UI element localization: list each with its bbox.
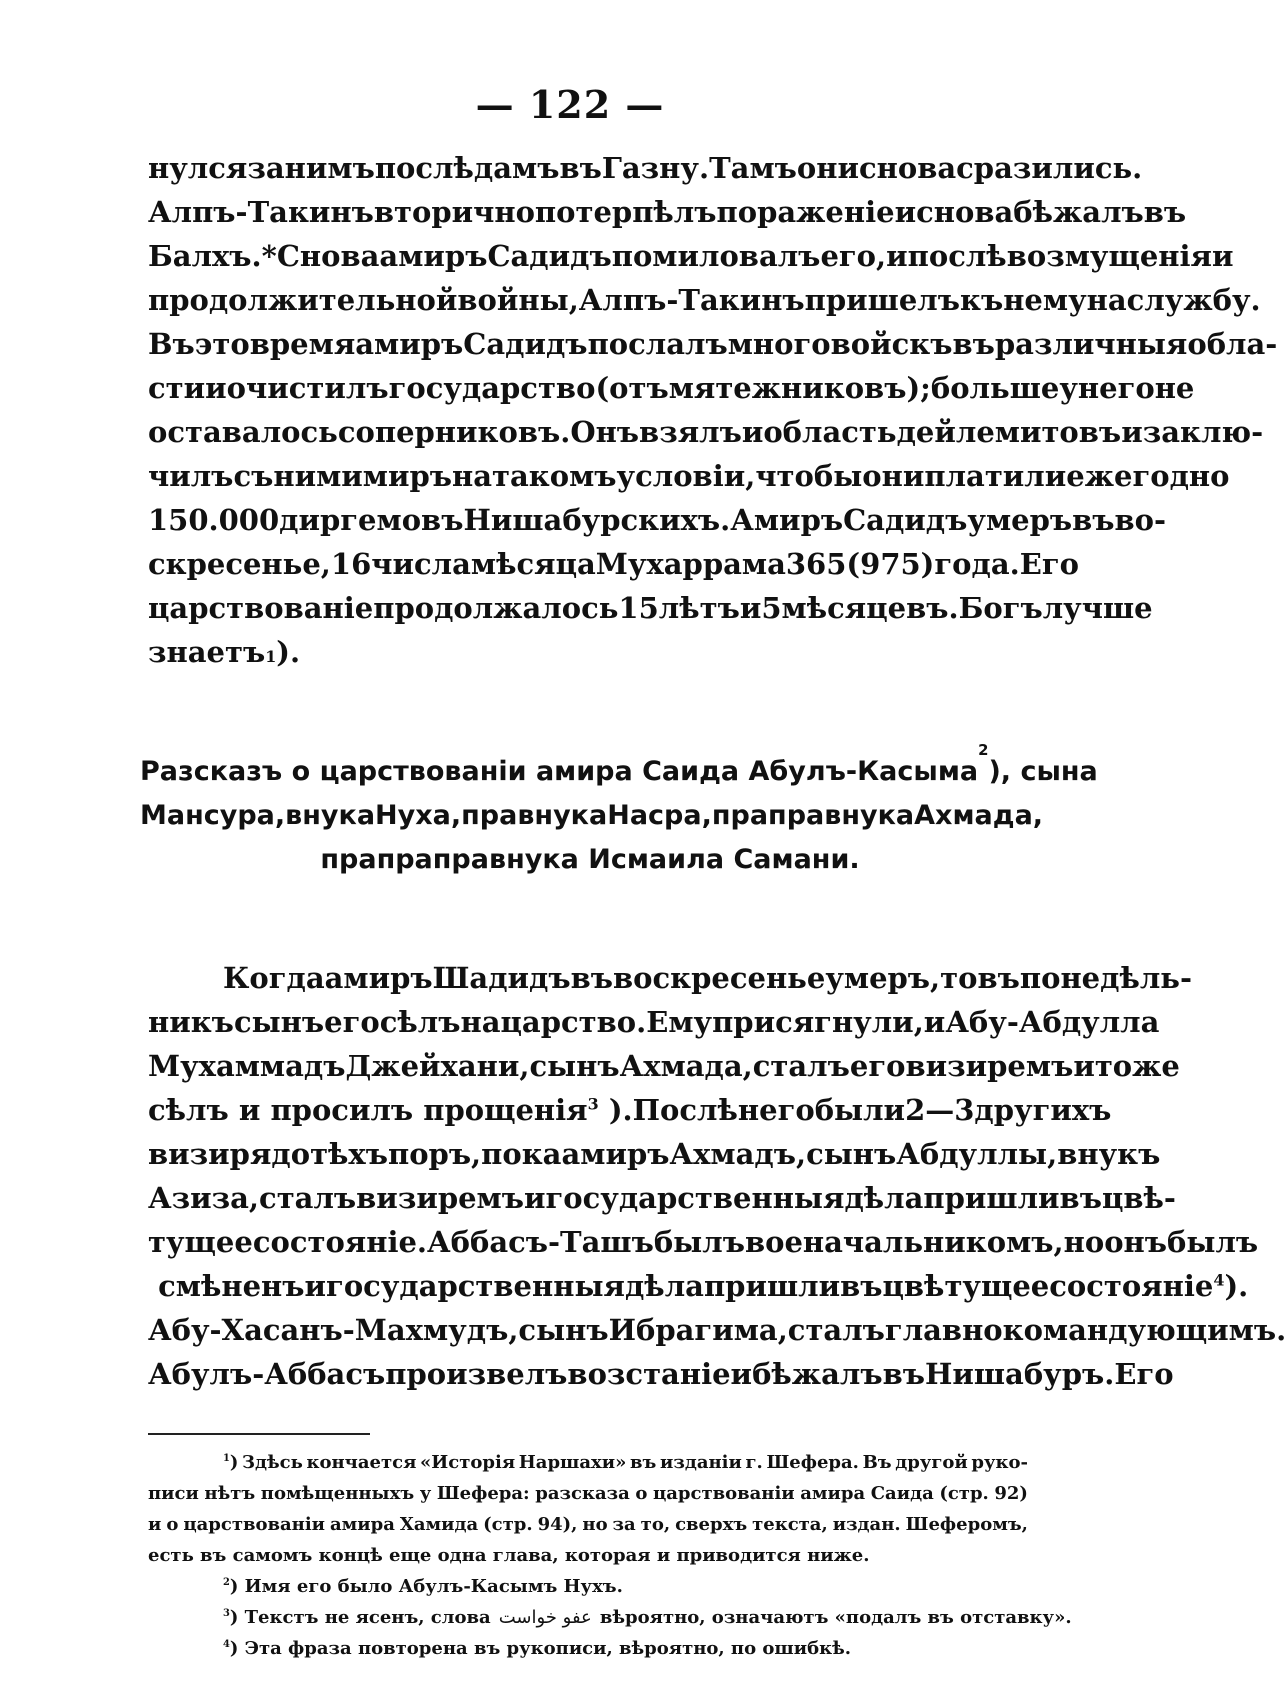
footnote-mark: 4: [223, 1639, 230, 1650]
word: государственныя: [326, 1269, 625, 1303]
word: воскресенье: [613, 961, 826, 995]
footnote-text: есть въ самомъ концѣ еще одна глава, которая и приводится ниже.: [148, 1545, 870, 1566]
heading-text: ), сына: [988, 756, 1098, 787]
word: амиръ: [379, 239, 488, 273]
word: визиремъ: [356, 1181, 524, 1215]
word: Нишабурскихъ.: [463, 503, 731, 537]
word: поръ,: [387, 1137, 482, 1171]
chapter-heading: [140, 741, 1098, 882]
word: Мансура,: [140, 800, 286, 831]
word: главнокомандующимъ.: [884, 1313, 1286, 1347]
word: Садидъ: [463, 327, 588, 361]
word: ): [229, 1452, 239, 1473]
word: Ахмада,: [914, 800, 1044, 831]
word: Снова: [276, 239, 380, 273]
word: умеръ,: [825, 961, 941, 995]
text-line: [148, 146, 1143, 190]
word: бѣжалъ: [1013, 195, 1144, 229]
word: много: [727, 327, 831, 361]
word: Садидъ: [843, 503, 968, 537]
word: и: [205, 371, 227, 405]
text-fragment: сѣлъ и просилъ прощенія: [148, 1093, 588, 1127]
word: область: [763, 415, 897, 449]
word: чтобы: [755, 459, 863, 493]
word: лѣтъ: [658, 591, 740, 625]
heading-text: прапраправнука Исмаила Самани.: [320, 844, 860, 875]
word: до: [271, 1137, 311, 1171]
word: амира: [800, 1483, 866, 1504]
text-line: [148, 586, 1153, 630]
word: за: [612, 1514, 636, 1535]
word: Алпъ-Такинъ: [148, 195, 374, 229]
footnote-2: [148, 1571, 1028, 1602]
word: пришли: [923, 1181, 1060, 1215]
word: продолжительной: [148, 283, 458, 317]
word: Амиръ: [730, 503, 844, 537]
word: сталъ: [787, 1313, 885, 1347]
word: 16: [330, 547, 372, 581]
word: визиремъ: [905, 1049, 1074, 1083]
word: и: [304, 1269, 327, 1303]
word: но: [582, 1514, 608, 1535]
word: Ему: [646, 1005, 713, 1039]
word: него: [737, 1093, 815, 1127]
word: Абу-Хасанъ-Махмудъ,: [148, 1313, 519, 1347]
word: 5: [761, 591, 782, 625]
text-line: [148, 234, 1234, 278]
word: Абу-Абдулла: [945, 1005, 1160, 1039]
word: Насра,: [607, 800, 712, 831]
word: съ: [233, 459, 274, 493]
word: больше: [930, 371, 1060, 405]
word: Хамида: [399, 1514, 479, 1535]
word: по: [374, 151, 416, 185]
word: 94),: [537, 1514, 578, 1535]
word: его,: [820, 239, 887, 273]
text-fragment: ).: [1224, 1269, 1249, 1303]
word: и: [894, 195, 917, 229]
word: тущее: [148, 1225, 253, 1259]
word: Шефера.: [766, 1452, 859, 1473]
word: снова: [916, 195, 1014, 229]
word: время: [249, 327, 356, 361]
footnote-body: [230, 1447, 1028, 1478]
text-line: [148, 498, 1167, 542]
word: Ибрагима,: [608, 1313, 788, 1347]
word: войскъ: [830, 327, 953, 361]
word: состояніе: [1049, 1269, 1214, 1303]
word: въ: [840, 1269, 883, 1303]
heading-line: [140, 741, 1098, 794]
word: года.: [934, 547, 1020, 581]
footnote-text: [223, 1571, 623, 1602]
word: на: [1086, 283, 1127, 317]
word: сынъ: [529, 1049, 620, 1083]
footnote-4: [148, 1633, 1028, 1664]
word: послѣ: [907, 239, 1007, 273]
word: въ: [952, 327, 995, 361]
word: Азиза,: [148, 1181, 260, 1215]
word: и: [886, 239, 908, 273]
word: амиръ: [324, 961, 433, 995]
word: Шеферомъ,: [905, 1514, 1028, 1535]
word: Алпъ-Такинъ: [578, 283, 805, 317]
word: былъ: [1167, 1225, 1259, 1259]
word: пораженіе: [716, 195, 895, 229]
word: оставалось: [148, 415, 338, 449]
word: царствованіи: [183, 1514, 326, 1535]
word: Послѣ: [632, 1093, 738, 1127]
word: заклю-: [1142, 415, 1264, 449]
word: Нуха,: [375, 800, 462, 831]
word: у: [419, 1483, 432, 1504]
text-line: [148, 190, 1187, 234]
word: къ: [960, 283, 1004, 317]
text-line: знаетъ 1 ).: [148, 630, 1028, 674]
text-line: [148, 1264, 1249, 1308]
word: вторично: [373, 195, 535, 229]
word: въ: [977, 961, 1020, 995]
footnote-body: ) Имя его было Абулъ-Касымъ Нухъ.: [229, 1576, 623, 1597]
word: 15: [618, 591, 659, 625]
word: они: [862, 459, 925, 493]
word: г.: [745, 1452, 763, 1473]
word: руко-: [971, 1452, 1028, 1473]
word: дѣла: [844, 1181, 924, 1215]
text-line: [148, 278, 1261, 322]
footnote-line: [148, 1540, 1028, 1571]
word: помиловалъ: [611, 239, 821, 273]
text-line: [148, 1176, 1176, 1220]
word: Шефера:: [436, 1483, 530, 1504]
footnote-text: [223, 1633, 851, 1664]
word: цвѣ-: [1101, 1181, 1176, 1215]
word: царство.: [500, 1005, 647, 1039]
word: праправнука: [711, 800, 915, 831]
footnote-1: [148, 1447, 1028, 1478]
word: о: [635, 1483, 648, 1504]
word: въ: [570, 961, 614, 995]
word: Нишабуръ.: [924, 1357, 1115, 1391]
word: послалъ: [587, 327, 728, 361]
word: соперниковъ.: [337, 415, 571, 449]
word: лучше: [1042, 591, 1153, 625]
word: нѣтъ: [204, 1483, 256, 1504]
text-fragment: [158, 1264, 1213, 1308]
text-line: [148, 956, 1193, 1000]
word: Богъ: [958, 591, 1043, 625]
text-fragment: [1213, 1264, 1248, 1308]
word: амиръ: [561, 1137, 670, 1171]
text-fragment: [148, 1088, 599, 1132]
word: текста,: [752, 1514, 828, 1535]
word: и: [1073, 1049, 1095, 1083]
word: въ: [1072, 503, 1115, 537]
word: нулся: [148, 151, 248, 185]
word: и: [730, 1357, 753, 1391]
word: писи: [148, 1483, 199, 1504]
word: умеръ: [967, 503, 1073, 537]
word: и: [739, 591, 762, 625]
word: войны,: [457, 283, 579, 317]
word: въ: [882, 1357, 925, 1391]
word: бѣжалъ: [752, 1357, 883, 1391]
text-line: [148, 542, 1079, 586]
word: Онъ: [570, 415, 640, 449]
word: внукъ: [1057, 1137, 1161, 1171]
paragraph-2: [148, 956, 1286, 1396]
word: визиря: [148, 1137, 272, 1171]
word: снова: [858, 151, 957, 185]
text-line: [148, 322, 1278, 366]
footnote-line: [148, 1509, 1028, 1540]
word: потерпѣлъ: [534, 195, 717, 229]
word: онъ: [1104, 1225, 1168, 1259]
paragraph-1: [148, 146, 1278, 674]
word: Тамъ: [709, 151, 797, 185]
text-line: [148, 1352, 1174, 1396]
word: царствованіе: [148, 591, 374, 625]
text-line: [148, 1044, 1180, 1088]
word: помѣщенныхъ: [260, 1483, 415, 1504]
word: состояніе.: [252, 1225, 428, 1259]
word: сразились.: [956, 151, 1143, 185]
word: продолжалось: [373, 591, 619, 625]
footnote-ref-3: 3: [587, 1094, 599, 1114]
word: Въ: [862, 1452, 892, 1473]
text-fragment: [609, 1088, 1112, 1132]
text-line: [148, 1220, 1259, 1264]
word: были: [814, 1093, 906, 1127]
word: кончается: [306, 1452, 417, 1473]
word: но: [1063, 1225, 1105, 1259]
word: ними: [273, 459, 363, 493]
word: слѣдамъ: [415, 151, 560, 185]
word: скресенье,: [148, 547, 331, 581]
word: не: [1154, 371, 1195, 405]
word: изданіи: [660, 1452, 742, 1473]
word: въ: [1059, 1181, 1102, 1215]
footnote-mark: 1: [223, 1453, 230, 1464]
word: мѣсяцевъ.: [781, 591, 959, 625]
word: сти: [148, 371, 206, 405]
word: присягнули,: [712, 1005, 924, 1039]
word: Здѣсь: [242, 1452, 303, 1473]
word: Въ: [148, 327, 195, 361]
word: у: [1059, 371, 1078, 405]
word: 92): [994, 1483, 1028, 1504]
word: сынъ: [233, 1005, 325, 1039]
word: во-: [1114, 503, 1167, 537]
heading-line: [140, 794, 1044, 838]
word: понедѣль-: [1019, 961, 1193, 995]
arabic-phrase: عفو خواست: [498, 1607, 592, 1628]
word: сталъ: [752, 1049, 850, 1083]
word: (стр.: [939, 1483, 989, 1504]
word: и: [1121, 415, 1143, 449]
word: военачальникомъ,: [744, 1225, 1064, 1259]
text-line: [148, 1000, 1160, 1044]
footnote-line: [148, 1478, 1028, 1509]
word: службу.: [1126, 283, 1261, 317]
word: Мухаррама: [595, 547, 786, 581]
word: Его: [1019, 547, 1079, 581]
footnote-text: [223, 1447, 1028, 1478]
word: числа: [371, 547, 471, 581]
word: Наршахи»: [518, 1452, 627, 1473]
word: то,: [640, 1514, 671, 1535]
word: нимъ: [284, 151, 375, 185]
word: его: [324, 1005, 380, 1039]
footnote-mark: 2: [223, 1577, 230, 1588]
word: возстаніе: [567, 1357, 731, 1391]
word: (стр.: [483, 1514, 533, 1535]
word: Аббасъ-Ташъ: [427, 1225, 654, 1259]
word: государственныя: [545, 1181, 845, 1215]
word: пришли: [703, 1269, 841, 1303]
footnote-body: ) Текстъ не ясенъ, слова: [229, 1607, 491, 1628]
word: платили: [924, 459, 1067, 493]
word: и: [741, 415, 764, 449]
word: то: [940, 961, 978, 995]
word: миръ: [362, 459, 453, 493]
footnote-text: [223, 1602, 491, 1633]
word: дейлемитовъ: [896, 415, 1122, 449]
word: сынъ: [518, 1313, 609, 1347]
word: Балхъ.*: [148, 239, 277, 273]
word: сталъ: [259, 1181, 357, 1215]
word: и: [1211, 239, 1234, 273]
word: амиръ: [355, 327, 464, 361]
word: произвелъ: [385, 1357, 568, 1391]
word: сѣлъ: [379, 1005, 461, 1039]
word: возмущенія: [1006, 239, 1212, 273]
heading-line: [140, 838, 1040, 882]
word: внука: [285, 800, 376, 831]
word: тоже: [1094, 1049, 1180, 1083]
word: мятежниковъ);: [668, 371, 931, 405]
word: его: [849, 1049, 906, 1083]
word: сынъ: [806, 1137, 897, 1171]
word: смѣненъ: [158, 1269, 305, 1303]
footnote-body: ) Эта фраза повторена въ рукописи, вѣроятно, по ошибкѣ.: [229, 1638, 852, 1659]
word: амира: [330, 1514, 395, 1535]
word: чилъ: [148, 459, 234, 493]
word: въ: [630, 1452, 657, 1473]
word: 2—3: [905, 1093, 975, 1127]
word: Абдуллы,: [896, 1137, 1058, 1171]
text-line: [148, 1308, 1286, 1352]
text-line: [148, 410, 1264, 454]
word: другой: [895, 1452, 968, 1473]
footnote-ref-2: 2: [978, 741, 989, 759]
footnote-body: вѣроятно, означаютъ «подалъ въ отставку».: [599, 1607, 1072, 1628]
text-fragment: ).: [276, 635, 301, 669]
footnote-ref-4: 4: [1213, 1270, 1225, 1290]
word: взялъ: [639, 415, 742, 449]
word: Когда: [223, 961, 325, 995]
word: они: [796, 151, 859, 185]
footnote-lead: [223, 1447, 230, 1478]
word: очистилъ: [226, 371, 389, 405]
heading-text: Разсказъ о царствованіи амира Саида Абулъ-Касыма: [140, 756, 979, 787]
word: правнука: [461, 800, 608, 831]
word: Абулъ-Аббасъ: [148, 1357, 386, 1391]
word: «Исторія: [420, 1452, 516, 1473]
text-line: [148, 454, 1230, 498]
word: Его: [1114, 1357, 1174, 1391]
word: Ахмадъ,: [669, 1137, 807, 1171]
footnote-3: [148, 1602, 1072, 1633]
text-line: [148, 1088, 1112, 1132]
word: былъ: [653, 1225, 745, 1259]
word: 150.000: [148, 503, 280, 537]
footnote-mark: 3: [223, 1608, 230, 1619]
word: условіи,: [616, 459, 756, 493]
word: и: [923, 1005, 946, 1039]
word: 365: [785, 547, 847, 581]
word: Джейхани,: [345, 1049, 530, 1083]
word: различныя: [994, 327, 1188, 361]
word: цвѣтущее: [882, 1269, 1050, 1303]
word: и: [524, 1181, 546, 1215]
word: это: [194, 327, 250, 361]
word: на: [452, 459, 493, 493]
word: нему: [1003, 283, 1087, 317]
word: диргемовъ: [279, 503, 464, 537]
word: такомъ: [492, 459, 617, 493]
footnotes: [148, 1447, 1072, 1664]
word: Мухаммадъ: [148, 1049, 346, 1083]
word: Ахмада,: [619, 1049, 753, 1083]
word: (отъ: [595, 371, 669, 405]
word: Газну.: [601, 151, 710, 185]
footnote-divider: [148, 1433, 370, 1435]
word: царствованіи: [652, 1483, 795, 1504]
text-fragment: знаетъ: [148, 635, 266, 669]
word: него: [1077, 371, 1155, 405]
word: издан.: [832, 1514, 901, 1535]
word: тѣхъ: [310, 1137, 388, 1171]
word: пришелъ: [804, 283, 960, 317]
word: ежегодно: [1066, 459, 1230, 493]
word: Шадидъ: [432, 961, 571, 995]
word: и: [148, 1514, 162, 1535]
word: за: [247, 151, 285, 185]
word: никъ: [148, 1005, 234, 1039]
word: сверхъ: [675, 1514, 748, 1535]
page-number: — 122 —: [475, 82, 665, 127]
text-line: [148, 1132, 1161, 1176]
word: (975): [846, 547, 935, 581]
word: мѣсяца: [470, 547, 596, 581]
word: ).: [608, 1093, 633, 1127]
word: разсказа: [535, 1483, 630, 1504]
word: о: [166, 1514, 179, 1535]
word: въ: [1143, 195, 1187, 229]
word: другихъ: [974, 1093, 1112, 1127]
word: дѣла: [624, 1269, 704, 1303]
word: Саида: [870, 1483, 934, 1504]
word: въ: [559, 151, 602, 185]
word: государство: [388, 371, 596, 405]
word: Садидъ: [487, 239, 612, 273]
word: на: [460, 1005, 501, 1039]
text-line: [148, 366, 1195, 410]
word: обла-: [1187, 327, 1278, 361]
word: пока: [481, 1137, 562, 1171]
